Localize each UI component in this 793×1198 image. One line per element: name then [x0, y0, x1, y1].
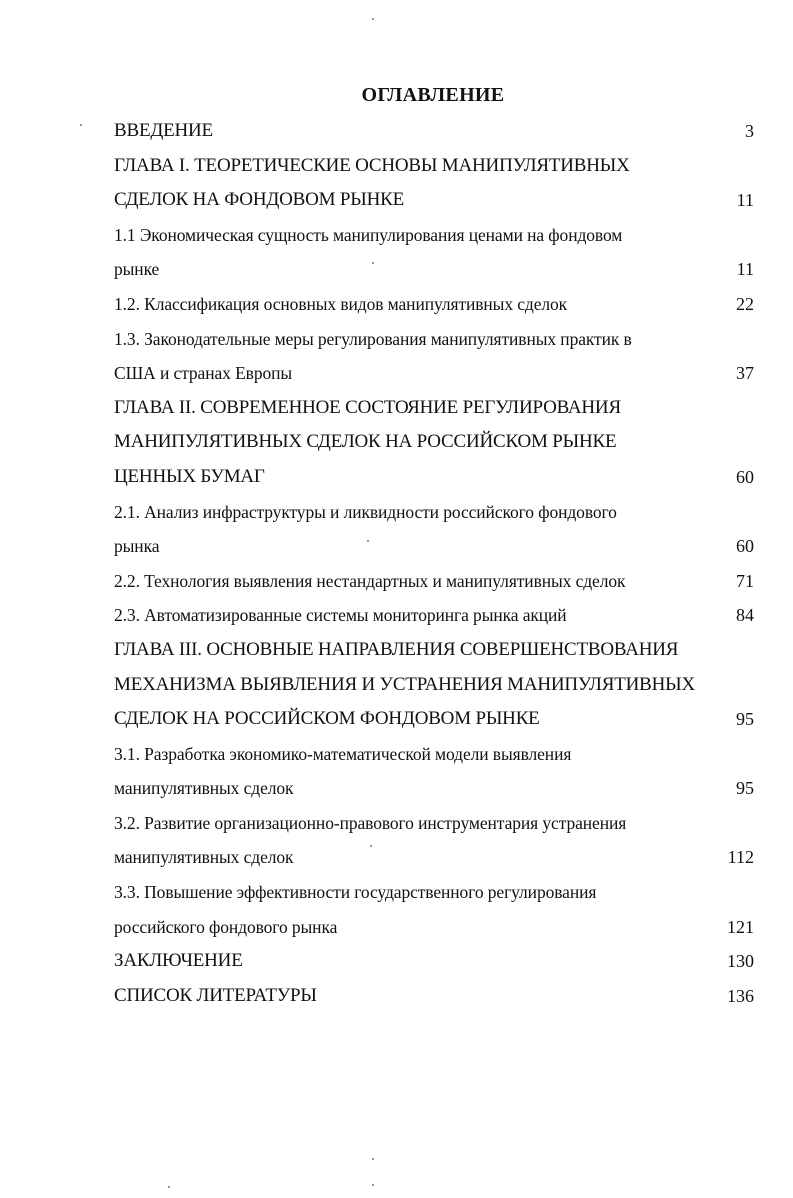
toc-chapter-entry: [114, 149, 754, 218]
toc-entry-line: 3.2. Развитие организационно-правового инструментария устранения: [114, 812, 627, 833]
toc-section-entry: [114, 287, 754, 322]
toc-section-entry: [114, 218, 754, 287]
toc-page-number: 130: [727, 951, 754, 972]
toc-entry-line: манипулятивных сделок: [114, 778, 294, 799]
toc-chapter-entry: [114, 979, 754, 1014]
scan-speck: [372, 1184, 374, 1186]
toc-entry-line: СДЕЛОК НА ФОНДОВОМ РЫНКЕ: [114, 189, 405, 211]
toc-page-number: 136: [727, 985, 754, 1006]
toc-page-number: 121: [727, 916, 754, 937]
toc-page-number: 95: [736, 709, 754, 730]
scan-speck: [372, 262, 374, 264]
scan-speck: [370, 845, 372, 847]
scan-speck: [367, 540, 369, 542]
toc-entry-line: СПИСОК ЛИТЕРАТУРЫ: [114, 984, 317, 1006]
toc-entry-line: рынке: [114, 259, 160, 280]
toc-entry-line: манипулятивных сделок: [114, 847, 294, 868]
toc-entry-line: МЕХАНИЗМА ВЫЯВЛЕНИЯ И УСТРАНЕНИЯ МАНИПУЛЯТИВНЫХ: [114, 673, 696, 695]
toc-section-entry: [114, 737, 754, 806]
toc-entry-line: ЦЕННЫХ БУМАГ: [114, 465, 265, 487]
toc-page-number: 95: [736, 778, 754, 799]
toc-page-number: 60: [736, 536, 754, 557]
toc-section-entry: [114, 806, 754, 875]
toc-entry-line: российского фондового рынка: [114, 916, 338, 937]
toc-entry-line: ВВЕДЕНИЕ: [114, 120, 213, 141]
toc-chapter-entry: [114, 114, 754, 149]
toc-section-entry: [114, 495, 754, 564]
table-of-contents: [114, 114, 754, 1013]
scan-speck: [372, 1158, 374, 1160]
toc-chapter-entry: [114, 944, 754, 979]
toc-page-number: 3: [745, 121, 754, 141]
toc-section-entry: [114, 322, 754, 391]
toc-section-entry: [114, 598, 754, 633]
toc-page-number: 60: [736, 466, 754, 487]
page-title: ОГЛАВЛЕНИЕ: [361, 84, 505, 106]
toc-page-number: 37: [736, 363, 754, 384]
toc-entry-line: ГЛАВА II. СОВРЕМЕННОЕ СОСТОЯНИЕ РЕГУЛИРОВАНИЯ: [114, 396, 621, 418]
toc-entry-line: 2.2. Технология выявления нестандартных и манипулятивных сделок: [114, 570, 626, 591]
toc-chapter-entry: [114, 391, 754, 495]
toc-page-number: 11: [736, 259, 754, 280]
scan-speck: [372, 18, 374, 20]
toc-entry-line: 3.3. Повышение эффективности государственного регулирования: [114, 882, 597, 903]
toc-entry-line: рынка: [114, 536, 160, 557]
toc-page-number: 71: [736, 570, 754, 591]
toc-entry-line: 1.1 Экономическая сущность манипулирования ценами на фондовом: [114, 224, 623, 245]
toc-entry-line: ГЛАВА III. ОСНОВНЫЕ НАПРАВЛЕНИЯ СОВЕРШЕНСТВОВАНИЯ: [114, 638, 679, 660]
toc-entry-line: ГЛАВА I. ТЕОРЕТИЧЕСКИЕ ОСНОВЫ МАНИПУЛЯТИВНЫХ: [114, 154, 630, 176]
toc-section-entry: [114, 875, 754, 944]
toc-entry-line: 2.3. Автоматизированные системы мониторинга рынка акций: [114, 605, 567, 626]
scan-speck: [80, 124, 82, 126]
toc-page-number: 84: [736, 605, 754, 626]
toc-page-number: 112: [727, 847, 754, 868]
toc-entry-line: 1.3. Законодательные меры регулирования манипулятивных практик в: [114, 328, 632, 349]
toc-chapter-entry: [114, 633, 754, 737]
scan-speck: [168, 1186, 170, 1188]
toc-page-number: 11: [736, 190, 754, 211]
toc-entry-line: США и странах Европы: [114, 363, 293, 384]
toc-entry-line: 2.1. Анализ инфраструктуры и ликвидности российского фондового: [114, 501, 617, 522]
toc-entry-line: 1.2. Классификация основных видов манипулятивных сделок: [114, 293, 568, 314]
toc-entry-line: СДЕЛОК НА РОССИЙСКОМ ФОНДОВОМ РЫНКЕ: [114, 708, 540, 730]
toc-page-number: 22: [736, 293, 754, 314]
toc-entry-line: 3.1. Разработка экономико-математической модели выявления: [114, 743, 572, 764]
toc-section-entry: [114, 564, 754, 599]
toc-entry-line: ЗАКЛЮЧЕНИЕ: [114, 950, 243, 972]
toc-entry-line: МАНИПУЛЯТИВНЫХ СДЕЛОК НА РОССИЙСКОМ РЫНКЕ: [114, 431, 617, 453]
